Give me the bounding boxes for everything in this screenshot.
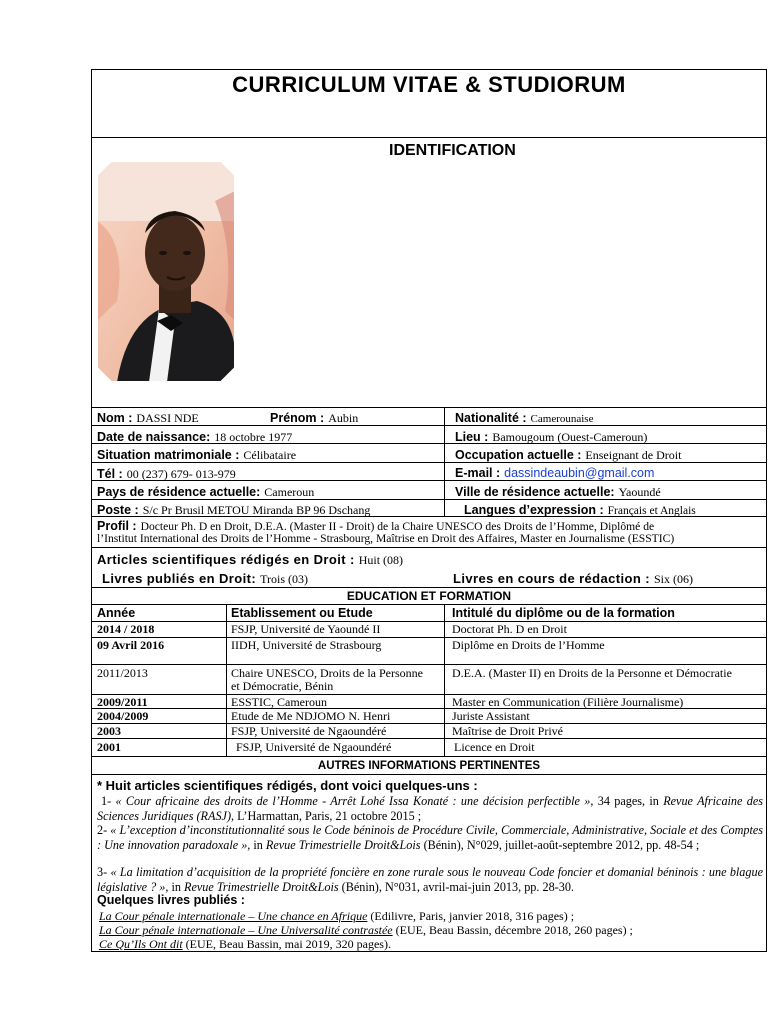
poste-label: Poste : (97, 503, 139, 517)
article-1-number: 1- (101, 794, 112, 808)
field-situation (97, 446, 296, 464)
education-institution: ESSTIC, Cameroun (231, 695, 327, 709)
article-2-journal: Revue Trimestrielle Droit&Lois (265, 838, 421, 852)
education-institution: Chaire UNESCO, Droits de la Personne et Démocratie, Bénin (231, 666, 423, 693)
article-1-title: « Cour africaine des droits de l’Homme - Arrêt Lohé Issa Konaté : une décision perfectible » (115, 794, 591, 808)
grid-line (91, 547, 767, 548)
article-2-number: 2- (97, 823, 108, 837)
article-3-journal: Revue Trimestrielle Droit&Lois (184, 880, 339, 894)
nom-value: DASSI NDE (136, 411, 199, 425)
lieu-label: Lieu : (455, 430, 489, 444)
prenom-label: Prénom : (270, 411, 325, 425)
book-2-details: (EUE, Beau Bassin, décembre 2018, 260 pages) ; (395, 923, 633, 937)
naissance-label: Date de naissance: (97, 430, 211, 444)
field-occupation (455, 446, 681, 464)
education-header-year: Année (97, 606, 136, 620)
education-diploma: Juriste Assistant (452, 709, 530, 723)
education-diploma: Licence en Droit (454, 740, 535, 754)
field-lieu (455, 428, 647, 446)
book-item-2 (99, 923, 633, 938)
ville-value: Yaoundé (618, 485, 661, 499)
title-divider (91, 137, 767, 138)
pays-label: Pays de résidence actuelle: (97, 485, 261, 499)
education-diploma: D.E.A. (Master II) en Droits de la Personne et Démocratie (452, 666, 732, 680)
grid-line (91, 664, 767, 665)
grid-line (91, 756, 767, 757)
education-year: 2011/2013 (97, 666, 148, 680)
field-nom (97, 409, 199, 427)
situation-label: Situation matrimoniale : (97, 448, 240, 462)
occupation-value: Enseignant de Droit (585, 448, 682, 462)
section-identification: IDENTIFICATION (389, 142, 516, 159)
education-diploma: Maîtrise de Droit Privé (452, 724, 563, 738)
grid-line (91, 774, 767, 775)
education-institution: Etude de Me NDJOMO N. Henri (231, 709, 391, 723)
field-email (455, 464, 654, 482)
grid-line (444, 407, 445, 516)
field-livres-count (102, 570, 308, 588)
grid-line (444, 604, 445, 756)
prenom-value: Aubin (328, 411, 359, 425)
article-2-details: (Bénin), N°029, juillet-août-septembre 2012, pp. 48-54 ; (423, 838, 700, 852)
nationalite-value: Camerounaise (530, 413, 594, 425)
article-1-mid: , 34 pages, in (590, 794, 659, 808)
livres-cours-value: Six (06) (653, 572, 693, 586)
book-3-title: Ce Qu’Ils Ont dit (99, 937, 183, 951)
grid-line (91, 621, 767, 622)
article-item-3 (97, 865, 763, 895)
livres-heading: Quelques livres publiés : (97, 893, 245, 907)
situation-value: Célibataire (243, 448, 297, 462)
ville-label: Ville de résidence actuelle: (455, 485, 615, 499)
education-institution: FSJP, Université de Ngaoundéré (231, 724, 387, 738)
education-institution: FSJP, Université de Ngaoundéré (236, 740, 392, 754)
education-year: 2001 (97, 740, 121, 754)
article-2-mid: , in (247, 838, 263, 852)
article-item-1 (97, 794, 763, 824)
education-year: 2014 / 2018 (97, 622, 155, 636)
profile-photo (97, 161, 235, 382)
articles-label: Articles scientifiques rédigés en Droit : (97, 552, 355, 567)
grid-line (91, 637, 767, 638)
book-1-title: La Cour pénale internationale – Une chance en Afrique (99, 909, 368, 923)
book-3-details: (EUE, Beau Bassin, mai 2019, 320 pages). (185, 937, 391, 951)
nom-label: Nom : (97, 411, 133, 425)
poste-value: S/c Pr Brusil METOU Miranda BP 96 Dschang (142, 503, 371, 517)
livres-cours-label: Livres en cours de rédaction : (453, 571, 650, 586)
naissance-value: 18 octobre 1977 (214, 430, 293, 444)
field-tel (97, 465, 236, 483)
field-naissance (97, 428, 292, 446)
tel-label: Tél : (97, 467, 123, 481)
lieu-value: Bamougoum (Ouest-Cameroun) (492, 430, 648, 444)
education-year: 2009/2011 (97, 695, 148, 709)
grid-line (91, 738, 767, 739)
article-3-details: (Bénin), N°031, avril-mai-juin 2013, pp. 28-30. (341, 880, 574, 894)
grid-line (91, 587, 767, 588)
field-ville (455, 483, 661, 501)
field-nationalite (455, 409, 593, 427)
livres-value: Trois (03) (260, 572, 308, 586)
education-heading: EDUCATION ET FORMATION (346, 589, 512, 603)
articles-heading: * Huit articles scientifiques rédigés, dont voici quelques-uns : (97, 778, 478, 793)
profil-label: Profil : (97, 519, 137, 533)
langues-label: Langues d’expression : (464, 503, 604, 517)
education-diploma: Doctorat Ph. D en Droit (452, 622, 567, 636)
email-link[interactable]: dassindeaubin@gmail.com (504, 466, 655, 480)
field-livres-cours (453, 570, 693, 588)
book-item-3 (99, 937, 391, 952)
book-1-details: (Edilivre, Paris, janvier 2018, 316 pages) ; (370, 909, 575, 923)
article-3-number: 3- (97, 865, 108, 879)
education-institution: IIDH, Université de Strasbourg (231, 638, 382, 652)
email-label: E-mail : (455, 466, 501, 480)
article-1-details: , L’Harmattan, Paris, 21 octobre 2015 ; (231, 809, 422, 823)
nationalite-label: Nationalité : (455, 411, 527, 425)
grid-line (91, 407, 767, 408)
article-3-title: « La limitation d’acquisition de la propriété foncière en zone rurale sous le nouveau Code foncier et domanial béninois : une blague législative ? » (97, 865, 763, 894)
grid-line (91, 604, 767, 605)
occupation-label: Occupation actuelle : (455, 448, 582, 462)
pays-value: Cameroun (264, 485, 315, 499)
autres-heading: AUTRES INFORMATIONS PERTINENTES (317, 760, 541, 772)
book-item-1 (99, 909, 574, 924)
livres-label: Livres publiés en Droit: (102, 571, 257, 586)
profil-line-2: l’Institut International des Droits de l’Homme - Strasbourg, Maîtrise en Droit des Affaires, Master en Journalisme (ESSTIC) (97, 532, 675, 545)
article-2-title: « L’exception d’inconstitutionnalité sous le Code béninois de Procédure Civile, Commerciale, Administrative, Sociale et des Comptes : Une innovation paradoxale » (97, 823, 763, 852)
grid-line (226, 604, 227, 756)
article-3-mid: , in (165, 880, 181, 894)
education-year: 2003 (97, 724, 121, 738)
langues-value: Français et Anglais (607, 505, 696, 517)
document-title: CURRICULUM VITAE & STUDIORUM (232, 72, 626, 97)
education-diploma: Master en Communication (Filière Journalisme) (452, 695, 684, 709)
education-institution: FSJP, Université de Yaoundé II (231, 622, 381, 636)
education-header-diploma: Intitulé du diplôme ou de la formation (452, 606, 675, 620)
education-header-institution: Etablissement ou Etude (231, 606, 373, 620)
book-2-title: La Cour pénale internationale – Une Universalité contrastée (99, 923, 393, 937)
profil-line-1: Docteur Ph. D en Droit, D.E.A. (Master II - Droit) de la Chaire UNESCO des Droits de l’Homme, Diplômé de (140, 520, 655, 533)
field-articles-count (97, 551, 403, 569)
article-item-2 (97, 823, 763, 853)
field-pays (97, 483, 314, 501)
grid-line (91, 723, 767, 724)
education-year: 2004/2009 (97, 709, 149, 723)
education-diploma: Diplôme en Droits de l’Homme (452, 638, 605, 652)
field-prenom (270, 409, 358, 427)
tel-value: 00 (237) 679- 013-979 (126, 467, 236, 481)
articles-value: Huit (08) (358, 553, 404, 567)
article-1-journal: Revue Africaine des Sciences Juridiques (RASJ) (97, 794, 764, 823)
education-year: 09 Avril 2016 (97, 638, 165, 652)
